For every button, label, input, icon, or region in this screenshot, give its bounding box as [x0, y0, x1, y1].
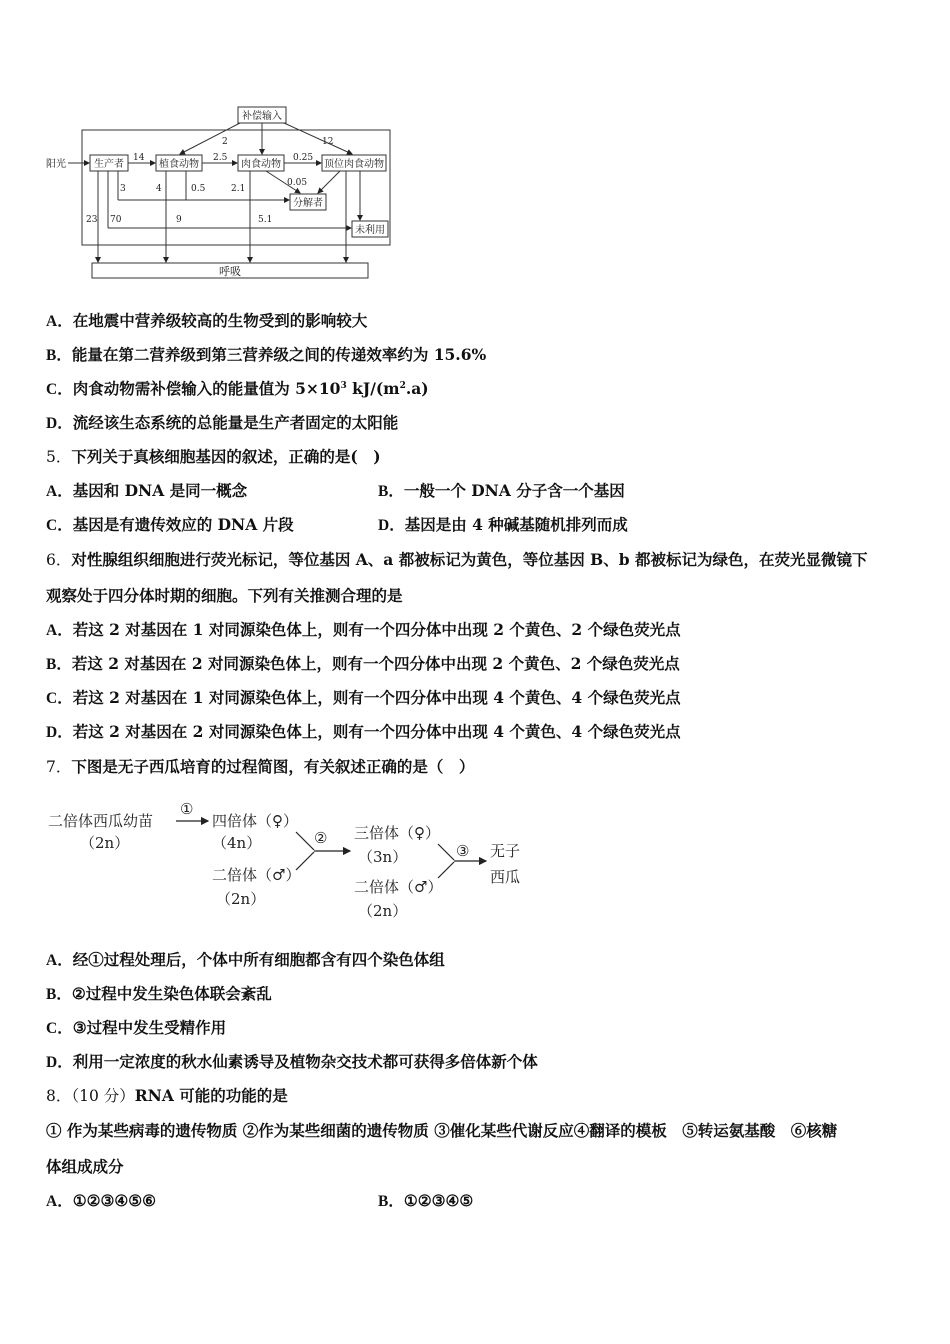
seedless-label: 无子	[490, 842, 521, 860]
top-carnivore-label: 顶位肉食动物	[324, 159, 384, 170]
option-letter: A．	[46, 483, 73, 500]
step1-label: ①	[180, 800, 194, 818]
producer-label: 生产者	[94, 159, 124, 170]
question-number: 5．	[46, 448, 72, 466]
question-number: 7．	[46, 758, 72, 776]
option-text: ②过程中发生染色体联会紊乱	[71, 984, 272, 1003]
herbivore-label: 植食动物	[159, 159, 199, 170]
option-text: 能量在第二营养级到第三营养级之间的传递效率约为 15.6%	[71, 345, 487, 364]
diploid-male-2-label: 二倍体（♂）	[354, 878, 443, 896]
triploid-label: 三倍体（♀）	[354, 824, 440, 842]
option-text: 若这 2 对基因在 2 对同源染色体上，则有一个四分体中出现 2 个黄色、2 个绿色荧光点	[71, 654, 680, 673]
exponent: 2	[399, 380, 406, 391]
option-letter: D．	[46, 415, 73, 432]
option-letter: B．	[46, 347, 72, 364]
option-text: 一般一个 DNA 分子含一个基因	[403, 481, 625, 500]
value-label: 3	[120, 184, 126, 194]
q6-option-a[interactable]	[46, 620, 681, 641]
option-letter: A．	[46, 622, 73, 639]
value-label: 5.1	[258, 215, 273, 225]
diploid-male-1-ploidy: （2n）	[216, 890, 266, 908]
q4-option-c[interactable]	[46, 379, 429, 400]
question-text: 对性腺组织细胞进行荧光标记，等位基因 A、a 都被标记为黄色，等位基因 B、b 都被标记为绿色，在荧光显微镜下	[71, 550, 868, 569]
items-text: 体组成成分	[46, 1157, 124, 1176]
option-letter: C．	[46, 381, 73, 398]
q6-stem	[46, 550, 867, 570]
q8-items-cont	[46, 1157, 124, 1177]
q6-option-b[interactable]	[46, 654, 680, 675]
q4-option-a[interactable]	[46, 311, 367, 332]
question-text: 观察处于四分体时期的细胞。下列有关推测合理的是	[46, 586, 403, 605]
option-text: ③过程中发生受精作用	[72, 1018, 227, 1037]
option-letter: A．	[46, 313, 73, 330]
diploid-male-1-label: 二倍体（♂）	[212, 866, 301, 884]
option-letter: C．	[46, 690, 73, 707]
value-label: 14	[133, 153, 145, 163]
option-text: 利用一定浓度的秋水仙素诱导及植物杂交技术都可获得多倍体新个体	[72, 1052, 538, 1071]
option-text: ①②③④⑤⑥	[72, 1191, 157, 1210]
watermelon-breeding-diagram	[0, 790, 560, 930]
tetraploid-label: 四倍体（♀）	[212, 812, 298, 830]
seedless-label: 西瓜	[490, 868, 521, 886]
question-text: 下图是无子西瓜培育的过程简图，有关叙述正确的是（ ）	[71, 757, 475, 776]
option-letter: A．	[46, 952, 73, 969]
value-label: 12	[322, 137, 334, 147]
triploid-ploidy: （3n）	[358, 848, 408, 866]
exponent: 3	[340, 380, 347, 391]
q7-option-d[interactable]	[46, 1052, 538, 1073]
q4-option-d[interactable]	[46, 413, 398, 434]
compensation-label: 补偿输入	[242, 111, 282, 122]
option-letter: C．	[46, 517, 73, 534]
option-letter: B．	[378, 483, 404, 500]
option-text: 基因是有遗传效应的 DNA 片段	[72, 515, 294, 534]
q5-option-a[interactable]	[46, 481, 247, 502]
q6-option-d[interactable]	[46, 722, 681, 743]
q7-option-b[interactable]	[46, 984, 272, 1005]
option-text: ①②③④⑤	[403, 1191, 474, 1210]
option-letter: C．	[46, 1020, 73, 1037]
items-text: ① 作为某些病毒的遗传物质 ②作为某些细菌的遗传物质 ③催化某些代谢反应④翻译的模板 ⑤转运氨基酸 ⑥核糖	[46, 1121, 838, 1140]
option-text: 经①过程处理后，个体中所有细胞都含有四个染色体组	[72, 950, 445, 969]
option-letter: D．	[378, 517, 405, 534]
q5-option-c[interactable]	[46, 515, 294, 536]
option-text: 肉食动物需补偿输入的能量值为 5×10	[72, 379, 341, 398]
option-letter: D．	[46, 1054, 73, 1071]
value-label: 2.1	[231, 184, 246, 194]
energy-flow-diagram	[0, 0, 950, 290]
q5-stem	[46, 447, 381, 467]
q4-option-b[interactable]	[46, 345, 486, 366]
question-text: 下列关于真核细胞基因的叙述，正确的是( )	[71, 447, 381, 466]
unit-text: kJ/(m	[346, 379, 400, 398]
q8-option-a[interactable]	[46, 1191, 156, 1212]
diploid-male-2-ploidy: （2n）	[358, 902, 408, 920]
value-label: 23	[86, 215, 98, 225]
option-text: 若这 2 对基因在 2 对同源染色体上，则有一个四分体中出现 4 个黄色、4 个绿色荧光点	[72, 722, 681, 741]
q8-option-b[interactable]	[378, 1191, 473, 1212]
sunlight-label: 阳光	[46, 159, 66, 170]
unit-text: .a)	[405, 379, 429, 398]
seedling-ploidy: （2n）	[80, 834, 130, 852]
q6-option-c[interactable]	[46, 688, 681, 709]
option-text: 在地震中营养级较高的生物受到的影响较大	[72, 311, 368, 330]
carnivore-label: 肉食动物	[241, 159, 281, 170]
value-label: 0.05	[287, 178, 308, 188]
tetraploid-ploidy: （4n）	[212, 834, 262, 852]
value-label: 0.25	[293, 153, 314, 163]
value-label: 0.5	[191, 184, 206, 194]
value-label: 9	[176, 215, 182, 225]
q5-option-b[interactable]	[378, 481, 625, 502]
option-letter: A．	[46, 1193, 73, 1210]
q7-stem	[46, 757, 474, 777]
value-label: 70	[110, 215, 122, 225]
option-text: 若这 2 对基因在 1 对同源染色体上，则有一个四分体中出现 4 个黄色、4 个绿色荧光点	[72, 688, 681, 707]
option-letter: D．	[46, 724, 73, 741]
value-label: 2	[222, 137, 228, 147]
respiration-label: 呼吸	[219, 265, 241, 278]
seedling-label: 二倍体西瓜幼苗	[48, 812, 154, 830]
value-label: 4	[156, 184, 162, 194]
q5-option-d[interactable]	[378, 515, 628, 536]
q8-stem	[46, 1086, 288, 1106]
value-label: 2.5	[213, 153, 228, 163]
option-text: 基因和 DNA 是同一概念	[72, 481, 248, 500]
option-letter: B．	[46, 656, 72, 673]
option-text: 流经该生态系统的总能量是生产者固定的太阳能	[72, 413, 399, 432]
option-text: 基因是由 4 种碱基随机排列而成	[404, 515, 628, 534]
question-number: 8．	[46, 1087, 72, 1105]
q8-items	[46, 1121, 837, 1141]
unused-label: 未利用	[355, 225, 385, 236]
option-letter: B．	[46, 986, 72, 1003]
question-number: 6．	[46, 551, 72, 569]
q7-option-c[interactable]	[46, 1018, 226, 1039]
question-text: RNA 可能的功能的是	[134, 1086, 288, 1105]
option-letter: B．	[378, 1193, 404, 1210]
step3-label: ③	[456, 842, 470, 860]
q7-option-a[interactable]	[46, 950, 445, 971]
option-text: 若这 2 对基因在 1 对同源染色体上，则有一个四分体中出现 2 个黄色、2 个绿色荧光点	[72, 620, 681, 639]
q6-stem-cont	[46, 586, 403, 606]
step2-label: ②	[314, 829, 328, 847]
decomposer-label: 分解者	[293, 198, 323, 209]
question-score: （10 分）	[71, 1087, 135, 1105]
